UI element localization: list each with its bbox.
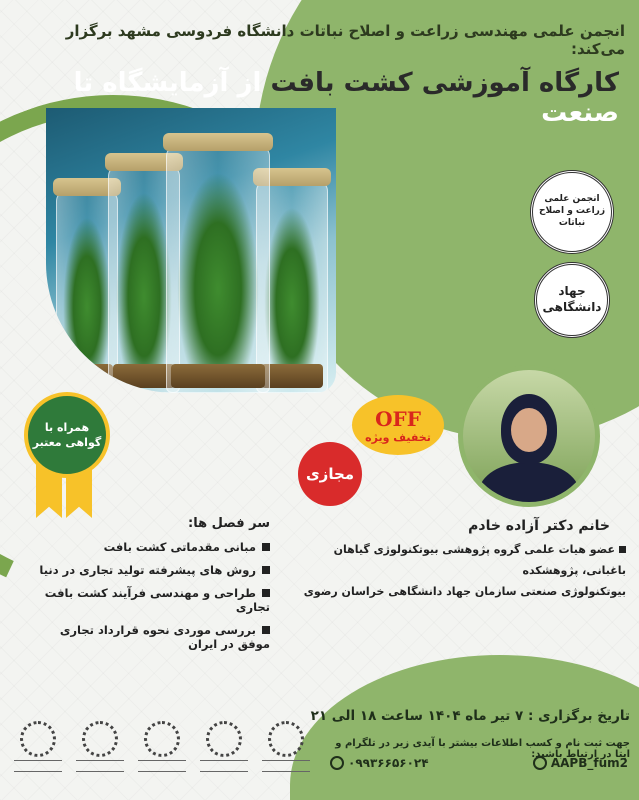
association-seal: انجمن علمی زراعت و اصلاح نباتات xyxy=(530,170,614,254)
syllabus-item: مبانی مقدماتی کشت بافت xyxy=(30,540,270,554)
sponsor-logo xyxy=(260,721,312,773)
bullet-icon xyxy=(262,626,270,634)
speaker-bio xyxy=(290,540,626,603)
intro-text: انجمن علمی مهندسی زراعت و اصلاح نباتات دانشگاه فردوسی مشهد برگزار می‌کند: xyxy=(65,22,625,58)
speaker-photo xyxy=(458,365,600,507)
at-icon xyxy=(533,756,547,770)
messenger-contact[interactable] xyxy=(533,756,628,770)
tissue-culture-photo xyxy=(46,108,336,393)
partner-logos xyxy=(522,170,622,346)
bullet-icon xyxy=(262,543,270,551)
event-date: تاریخ برگزاری : ۷ تیر ماه ۱۴۰۴ ساعت ۱۸ الی ۲۱ xyxy=(310,708,630,724)
syllabus-item: بررسی موردی نحوه قرارداد تجاری موفق در ایران xyxy=(59,623,270,651)
jahad-seal: جهاد دانشگاهی xyxy=(534,262,610,338)
discount-label: تخفیف ویژه xyxy=(365,430,431,444)
bullet-icon xyxy=(262,566,270,574)
messenger-handle: AAPB_fum2 xyxy=(550,756,628,770)
syllabus xyxy=(30,516,270,660)
syllabus-heading: سر فصل ها: xyxy=(188,516,270,531)
speaker-name: خانم دکتر آزاده خادم xyxy=(468,518,610,534)
jar xyxy=(166,146,270,393)
bullet-icon xyxy=(262,589,270,597)
green-shape-bottom xyxy=(290,655,639,800)
syllabus-item: طراحی و مهندسی فرآیند کشت بافت تجاری xyxy=(44,586,270,614)
bio-line: بیوتکنولوژی صنعتی سازمان جهاد دانشگاهی خراسان رضوی xyxy=(303,584,626,598)
phone-icon xyxy=(330,756,344,770)
discount-badge xyxy=(352,395,444,455)
title-part1: کارگاه آموزشی کشت بافت xyxy=(270,68,619,98)
sponsor-logo xyxy=(12,721,64,773)
off-label: OFF xyxy=(375,406,421,431)
sponsor-logo xyxy=(136,721,188,773)
virtual-badge: مجازی xyxy=(298,442,362,506)
title-part2: از آزمایشگاه تا صنعت xyxy=(73,68,619,128)
certificate-badge: همراه با گواهی معتبر xyxy=(24,392,110,478)
sponsor-logo xyxy=(74,721,126,773)
footer-logos xyxy=(12,712,312,782)
bullet-icon xyxy=(619,546,626,553)
phone-number: ۰۹۹۳۶۶۵۶۰۲۴ xyxy=(348,756,429,770)
contact-row xyxy=(330,756,628,770)
syllabus-item: روش های پیشرفته تولید تجاری در دنیا xyxy=(30,563,270,577)
contact-note: جهت ثبت نام و کسب اطلاعات بیشتر با آیدی زیر در تلگرام و ایتا در ارتباط باشید: xyxy=(335,738,630,760)
sponsor-logo xyxy=(198,721,250,773)
phone-contact[interactable] xyxy=(330,756,429,770)
bio-line: عضو هیات علمی گروه پژوهشی بیوتکنولوژی گیاهان باغبانی، پژوهشکده xyxy=(333,543,626,577)
